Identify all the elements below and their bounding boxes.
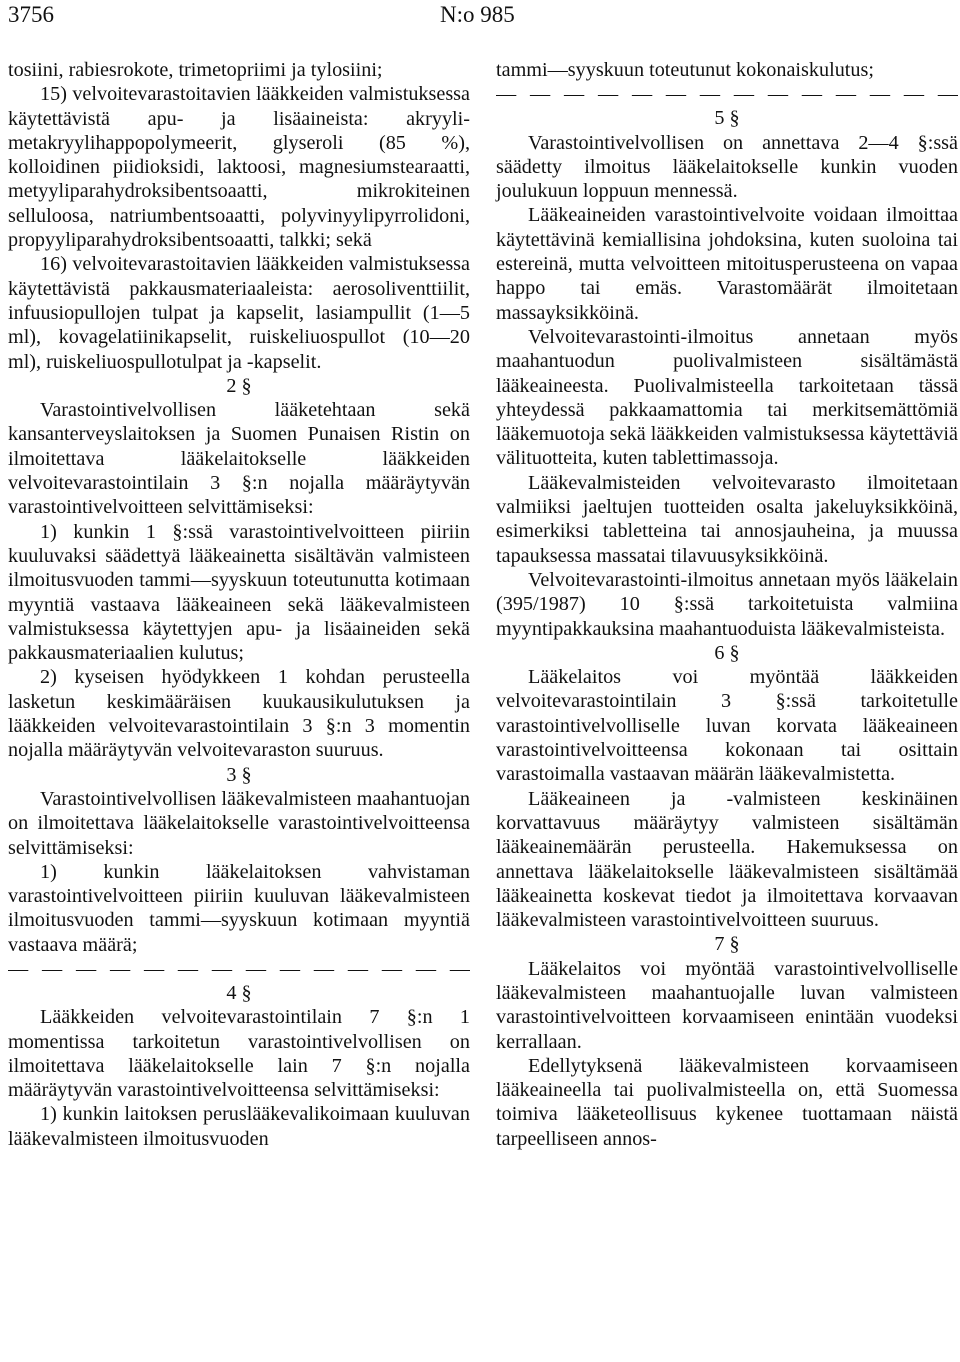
paragraph: Lääkkeiden velvoitevarastointilain 7 §:n 1 momentissa tarkoitetun varastointivelvollisen on ilmoitettava lääkelaitokselle lain 7 §:n nojalla määräytyvän varastointivelvoitteensa selvittämiseksi: xyxy=(8,1006,470,1102)
paragraph: Lääkevalmisteiden velvoitevarasto ilmoitetaan valmiiksi jaeltujen tuotteiden osalta jakeluyksikköinä, esimerkiksi tabletteina tai annosjauheina, ja muussa tapauksessa massatai tilavuusyksikköinä. xyxy=(496,471,958,567)
paragraph: 2) kyseisen hyödykkeen 1 kohdan perusteella lasketun keskimääräisen kuukausikulutuksen ja lääkkeiden velvoitevarastointilain 3 §:n 3 momentin nojalla määräytyvän velvoitevaraston suuruus. xyxy=(8,666,470,762)
paragraph: 16) velvoitevarastoitavien lääkkeiden valmistuksessa käytettävistä pakkausmateriaaleista: aerosoliventtiilit, infuusiopullojen tulpat ja kapselit, lasiampullit (1—5 ml), kovagelatiinikapselit, ruiskeliuospullot (10—20 ml), ruiskeliuospullotulpat ja -kapselit. xyxy=(8,253,470,373)
section-heading: 3 § xyxy=(226,763,252,786)
page-header xyxy=(0,0,960,36)
paragraph: 1) kunkin lääkelaitoksen vahvistaman varastointivelvoitteen piiriin kuuluvan lääkevalmisteen ilmoitusvuoden tammi—syyskuun kotimaan myyntiä vastaava määrä; xyxy=(8,860,470,956)
section-heading: 2 § xyxy=(226,374,252,397)
paragraph: Lääkelaitos voi myöntää varastointivelvolliselle lääkevalmisteen maahantuojalle luvan valmisteen varastointivelvoitteen korvaamiseen enintään vuodeksi kerrallaan. xyxy=(496,957,958,1053)
section-heading: 5 § xyxy=(714,107,740,130)
section-heading: 7 § xyxy=(714,933,740,956)
paragraph: 1) kunkin laitoksen peruslääkevalikoimaan kuuluvan lääkevalmisteen ilmoitusvuoden xyxy=(8,1103,470,1150)
paragraph: 15) velvoitevarastoitavien lääkkeiden valmistuksessa käytettävistä apu- ja lisäaineista: akryyli-metakryylihappopolymeerit, glyseroli (85 %), kolloidinen piidioksidi, laktoosi, magnesiumstearaatti, metyyliparahydroksibentsoaatti, mikrokiteinen selluloosa, natriumbentsoaatti, polyvinyylipyrrolidoni, propyyliparahydroksibentsoaatti, talkki; sekä xyxy=(8,83,470,252)
paragraph: Varastointivelvollisen lääketehtaan sekä kansanterveyslaitoksen ja Suomen Punaisen Ristin on ilmoitettava lääkelaitokselle lääkkeiden velvoitevarastointilain 3 §:n nojalla määräytyvän varastointivelvoitteen selvittämiseksi: xyxy=(8,399,470,519)
paragraph: Velvoitevarastointi-ilmoitus annetaan myös lääkelain (395/1987) 10 §:ssä tarkoitetuista valmiina myyntipakkauksina maahantuoduista lääkevalmisteista. xyxy=(496,568,958,640)
paragraph: 1) kunkin 1 §:ssä varastointivelvoitteen piiriin kuuluvaksi säädettyä lääkeainetta sisältävän valmisteen ilmoitusvuoden tammi—syyskuun toteutunutta kotimaan myyntiä vastaava lääkeaineen sekä lääkevalmisteen valmistuksessa käytettyjen apu- ja lisäaineiden sekä pakkausmateriaalien kulutus; xyxy=(8,520,470,665)
paragraph: tosiini, rabiesrokote, trimetopriimi ja tylosiini; xyxy=(8,59,383,81)
paragraph: Lääkeaineen ja -valmisteen keskinäinen korvattavuus määräytyy valmisteen sisältämän lääkeainemäärän perusteella. Hakemuksessa on annettava lääkelaitokselle lääkevalmisteen sisältämää lääkeainetta koskevat tiedot ja ilmoitettava korvaavan lääkevalmisteen varastointivelvoitteen suuruus. xyxy=(496,787,958,932)
omission-dashes: — — — — — — — — — — — — — — xyxy=(496,83,958,106)
section-heading: 4 § xyxy=(226,981,252,1004)
section-heading: 6 § xyxy=(714,641,740,664)
paragraph: Varastointivelvollisen on annettava 2—4 §:ssä säädetty ilmoitus lääkelaitokselle kunkin vuoden joulukuun loppuun mennessä. xyxy=(496,131,958,203)
omission-dashes: — — — — — — — — — — — — — — xyxy=(8,957,470,980)
paragraph: tammi—syyskuun toteutunut kokonaiskulutus; xyxy=(496,59,874,81)
right-column xyxy=(496,58,958,1151)
paragraph: Varastointivelvollisen lääkevalmisteen maahantuojan on ilmoitettava lääkelaitokselle varastointivelvoitteensa selvittämiseksi: xyxy=(8,787,470,859)
left-column xyxy=(8,58,470,1151)
paragraph: Edellytyksenä lääkevalmisteen korvaamiseen lääkeaineella tai puolivalmisteella on, että Suomessa toimiva lääketeollisuus kykenee tuottamaan näistä tarpeelliseen annos- xyxy=(496,1054,958,1150)
issue-number: N:o 985 xyxy=(440,2,515,27)
paragraph: Lääkelaitos voi myöntää lääkkeiden velvoitevarastointilain 3 §:ssä tarkoitetulle varastointivelvolliselle luvan korvata lääkeaineen varastointivelvoitteensa kokonaan tai osittain varastoimalla vastaavan määrän lääkevalmistetta. xyxy=(496,666,958,786)
page-number: 3756 xyxy=(8,2,54,27)
paragraph: Lääkeaineiden varastointivelvoite voidaan ilmoittaa käytettävinä kemiallisina johdoksina, kuten suoloina tai estereinä, mutta velvoitteen mitoitusperusteena on vapaa happo tai emäs. Varastomäärät ilmoitetaan massayksikköinä. xyxy=(496,204,958,324)
paragraph: Velvoitevarastointi-ilmoitus annetaan myös maahantuodun puolivalmisteen sisältämästä lääkeaineesta. Puolivalmisteella tarkoitetaan tässä yhteydessä pakkaamattomia tai merkitsemättömiä lääkemuotoja sekä lääkkeiden valmistuksessa käytettäviä välituotteita, kuten tablettimassoja. xyxy=(496,325,958,470)
